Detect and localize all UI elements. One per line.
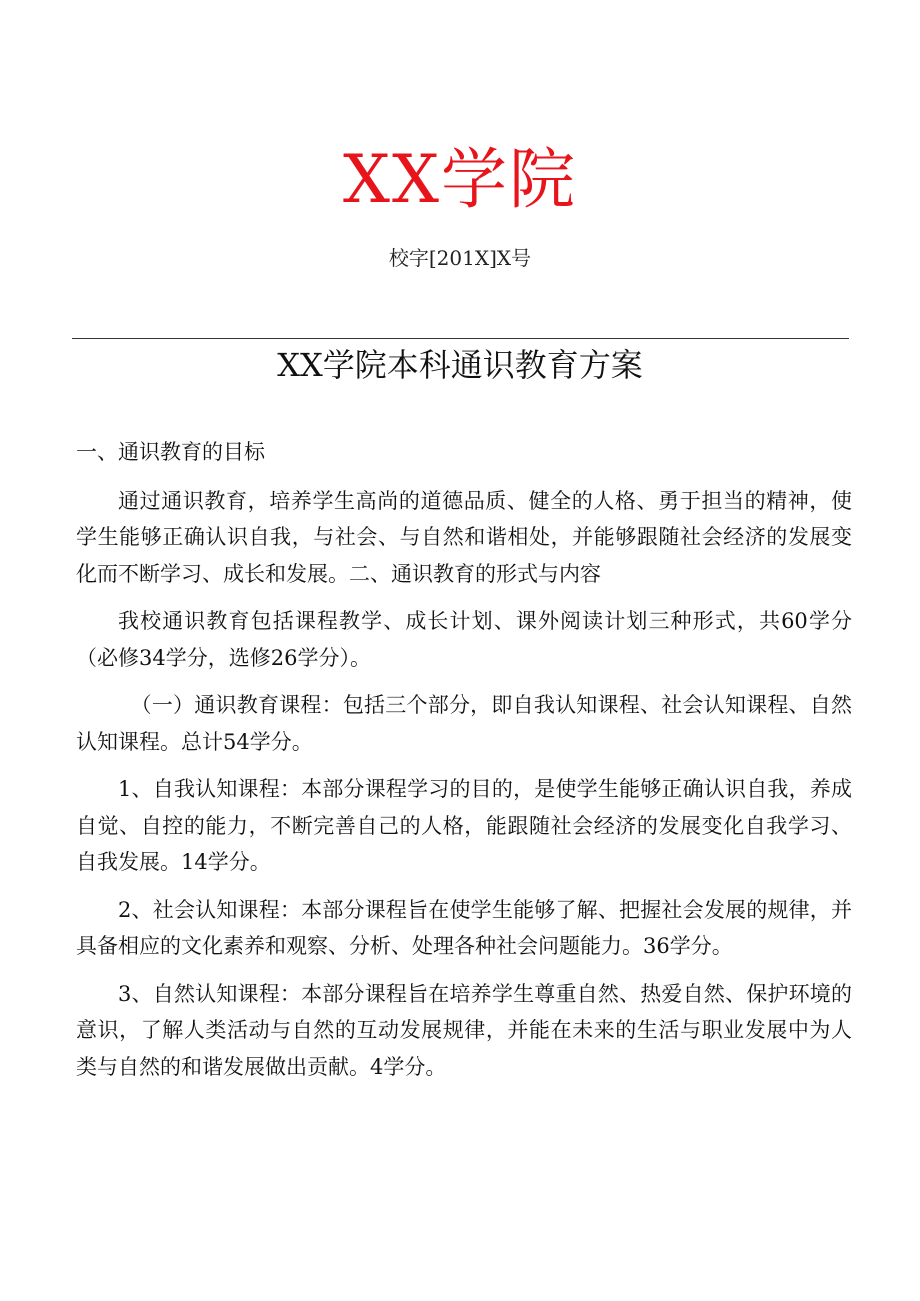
header-divider xyxy=(72,338,849,339)
paragraph-goals: 通过通识教育，培养学生高尚的道德品质、健全的人格、勇于担当的精神，使学生能够正确认识自我，与社会、与自然和谐相处，并能够跟随社会经济的发展变化而不断学习、成长和发展。二、通识教育的形式与内容 xyxy=(76,488,852,586)
paragraph-self-awareness: 1、自我认知课程：本部分课程学习的目的，是使学生能够正确认识自我，养成自觉、自控的能力，不断完善自己的人格，能跟随社会经济的发展变化自我学习、自我发展。14学分。 xyxy=(76,777,852,874)
document-number: 校字[201X]X号 xyxy=(388,246,532,270)
institution-header: XX学院 xyxy=(343,141,577,218)
paragraph-courses-overview: （一）通识教育课程：包括三个部分，即自我认知课程、社会认知课程、自然认知课程。总计54学分。 xyxy=(76,693,852,754)
paragraph-social-awareness: 2、社会认知课程：本部分课程旨在使学生能够了解、把握社会发展的规律，并具备相应的文化素养和观察、分析、处理各种社会问题能力。36学分。 xyxy=(76,897,852,958)
section-heading-goals: 一、通识教育的目标 xyxy=(76,440,265,464)
paragraph-forms: 我校通识教育包括课程教学、成长计划、课外阅读计划三种形式，共60学分（必修34学分，选修26学分）。 xyxy=(76,609,852,670)
document-body xyxy=(76,434,852,1096)
paragraph-nature-awareness: 3、自然认知课程：本部分课程旨在培养学生尊重自然、热爱自然、保护环境的意识，了解人类活动与自然的互动发展规律，并能在未来的生活与职业发展中为人类与自然的和谐发展做出贡献。4学分。 xyxy=(76,981,852,1079)
document-title: XX学院本科通识教育方案 xyxy=(277,346,643,384)
